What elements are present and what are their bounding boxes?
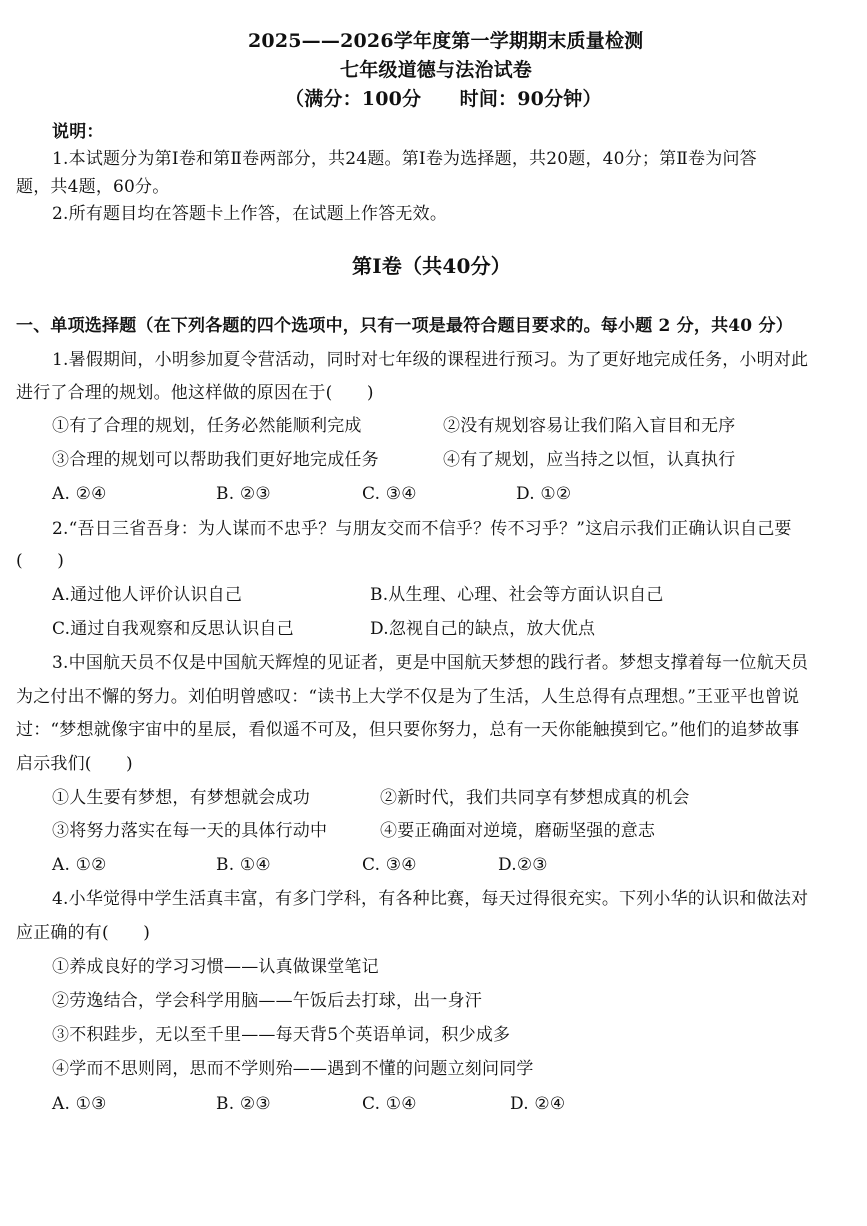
instruction-item-1: 1.本试题分为第Ⅰ卷和第Ⅱ卷两部分，共24题。第Ⅰ卷为选择题，共20题，40分；第Ⅱ卷为问答 (52, 149, 757, 169)
q4-option-b: B. ②③ (216, 1094, 271, 1114)
q1-option-c: C. ③④ (362, 484, 417, 504)
q1-statement-2: ②没有规划容易让我们陷入盲目和无序 (443, 416, 736, 436)
instructions-label: 说明： (52, 122, 104, 142)
q2-stem: 2.“吾日三省吾身：为人谋而不忠乎？与朋友交而不信乎？传不习乎？”这启示我们正确认识自己要 (52, 519, 792, 539)
q4-statement-2: ②劳逸结合，学会科学用脑——午饭后去打球，出一身汗 (52, 991, 482, 1011)
instruction-item-2: 2.所有题目均在答题卡上作答，在试题上作答无效。 (52, 204, 448, 224)
q4-option-c: C. ①④ (362, 1094, 417, 1114)
q3-stem-cont-3: 启示我们( ) (16, 754, 133, 774)
q3-statement-3: ③将努力落实在每一天的具体行动中 (52, 821, 328, 841)
q1-option-a: A. ②④ (52, 484, 107, 504)
q3-stem-cont-2: 过：“梦想就像宇宙中的星辰，看似遥不可及，但只要你努力，总有一天你能触摸到它。”他们的追梦故事 (16, 720, 800, 740)
q1-option-d: D. ①② (516, 484, 572, 504)
q2-stem-cont: ( ) (16, 551, 65, 571)
exam-subtitle: 七年级道德与法治试卷 (340, 59, 533, 81)
exam-title: 2025——2026学年度第一学期期末质量检测 (248, 30, 644, 52)
q2-option-a: A.通过他人评价认识自己 (52, 585, 243, 605)
q1-option-b: B. ②③ (216, 484, 271, 504)
q2-option-c: C.通过自我观察和反思认识自己 (52, 619, 294, 639)
q4-statement-4: ④学而不思则罔，思而不学则殆——遇到不懂的问题立刻问同学 (52, 1059, 534, 1079)
q3-stem-cont-1: 为之付出不懈的努力。刘伯明曾感叹：“读书上大学不仅是为了生活，人生总得有点理想。”王亚平也曾说 (16, 687, 800, 707)
q3-statement-2: ②新时代，我们共同享有梦想成真的机会 (380, 788, 690, 808)
q1-statement-4: ④有了规划，应当持之以恒，认真执行 (443, 450, 736, 470)
q4-statement-3: ③不积跬步，无以至千里——每天背5个英语单词，积少成多 (52, 1025, 511, 1045)
q1-stem: 1.暑假期间，小明参加夏令营活动，同时对七年级的课程进行预习。为了更好地完成任务，小明对此 (52, 350, 809, 370)
q3-option-c: C. ③④ (362, 855, 417, 875)
part-heading: 一、单项选择题（在下列各题的四个选项中，只有一项是最符合题目要求的。每小题 2 分，共40 分） (16, 316, 793, 336)
q2-option-b: B.从生理、心理、社会等方面认识自己 (370, 585, 664, 605)
q1-statement-1: ①有了合理的规划，任务必然能顺利完成 (52, 416, 362, 436)
section-title: 第Ⅰ卷（共40分） (352, 254, 511, 278)
q4-statement-1: ①养成良好的学习习惯——认真做课堂笔记 (52, 957, 379, 977)
instruction-item-1-cont: 题，共4题，60分。 (16, 177, 170, 197)
q3-stem: 3.中国航天员不仅是中国航天辉煌的见证者，更是中国航天梦想的践行者。梦想支撑着每一位航天员 (52, 653, 809, 673)
q4-stem: 4.小华觉得中学生活真丰富，有多门学科，有各种比赛，每天过得很充实。下列小华的认识和做法对 (52, 889, 809, 909)
q3-option-b: B. ①④ (216, 855, 271, 875)
q3-statement-4: ④要正确面对逆境，磨砺坚强的意志 (380, 821, 656, 841)
score-time-info: （满分：100分 时间：90分钟） (285, 88, 602, 110)
q4-stem-cont: 应正确的有( ) (16, 923, 151, 943)
q3-option-d: D.②③ (498, 855, 548, 875)
q4-option-d: D. ②④ (510, 1094, 566, 1114)
q3-option-a: A. ①② (52, 855, 107, 875)
q1-stem-cont: 进行了合理的规划。他这样做的原因在于( ) (16, 383, 374, 403)
q3-statement-1: ①人生要有梦想，有梦想就会成功 (52, 788, 310, 808)
q1-statement-3: ③合理的规划可以帮助我们更好地完成任务 (52, 450, 379, 470)
q2-option-d: D.忽视自己的缺点，放大优点 (370, 619, 596, 639)
q4-option-a: A. ①③ (52, 1094, 107, 1114)
